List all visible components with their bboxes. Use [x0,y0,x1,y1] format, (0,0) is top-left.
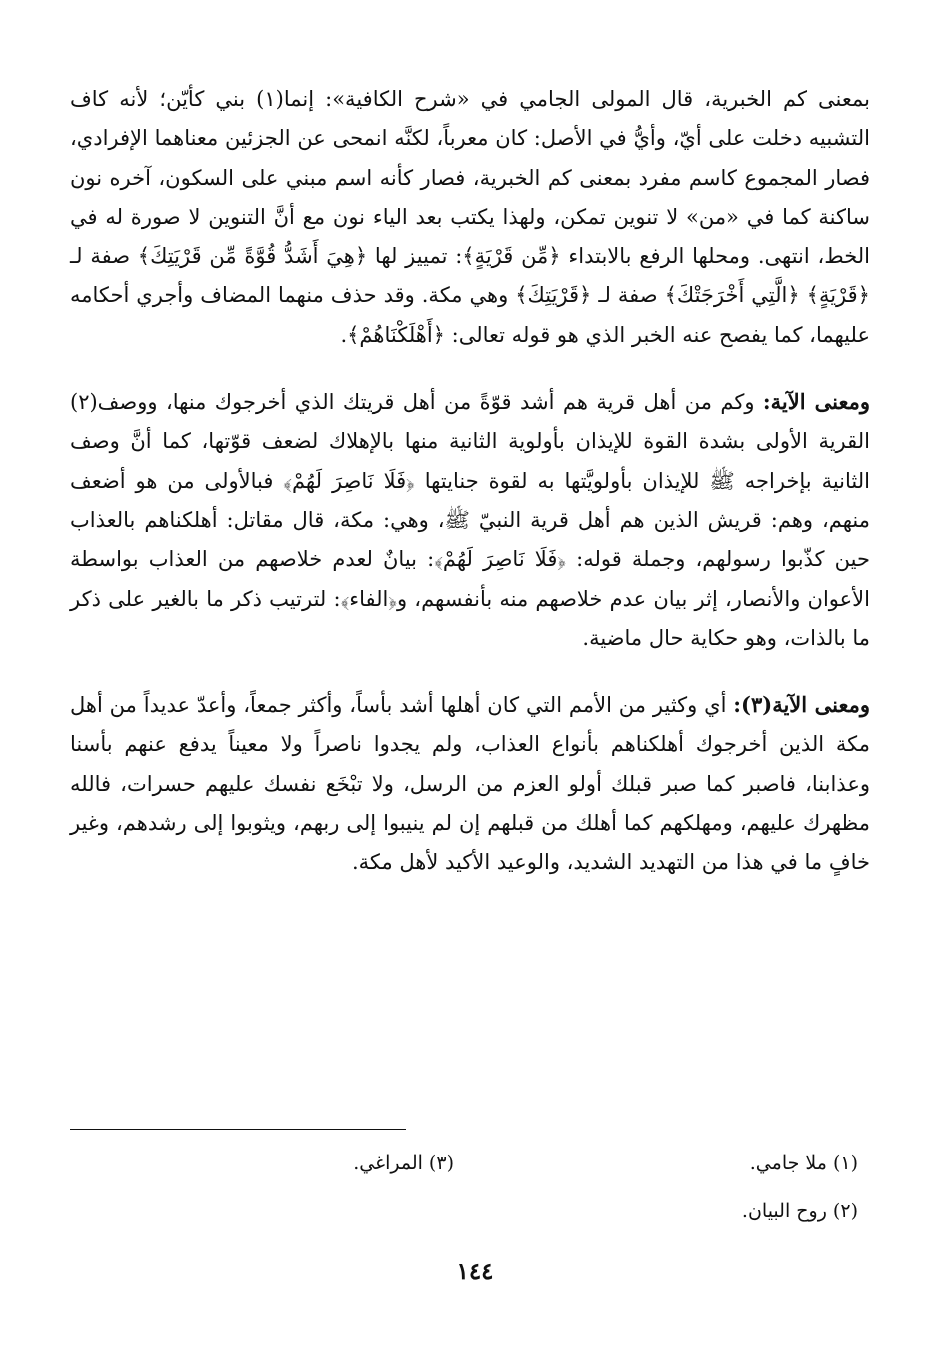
paragraph-3 [70,685,870,882]
page-number: ١٤٤ [456,1258,494,1285]
footnote-3: (٣) المراغي. [353,1152,454,1174]
paragraph-2-lead: ومعنى الآية: [762,389,870,415]
paragraph-2-text: وكم من أهل قرية هم أشد قوّةً من أهل قريتك الذي أخرجوك منها، ووصف(٢) القرية الأولى بشدة القوة للإيذان بأولوية الثانية منها بالإهلاك لضعف قوّتها، كما أنَّ وصف الثانية بإخراجه ﷺ للإيذان بأولويَّتها به لقوة جنايتها ﴿فَلَا نَاصِرَ لَهُمْ﴾ فبالأولى من هو أضعف منهم، وهم: قريش الذين هم أهل قرية النبيّ ﷺ، وهي: مكة، قال مقاتل: أهلكناهم بالعذاب حين كذّبوا رسولهم، وجملة قوله: ﴿فَلَا نَاصِرَ لَهُمْ﴾: بيانٌ لعدم خلاصهم من العذاب بواسطة الأعوان والأنصار، إثر بيان عدم خلاصهم منه بأنفسهم، و﴿الفاء﴾: لترتيب ذكر ما بالغير على ذكر ما بالذات، وهو حكاية حال ماضية. [70,390,870,650]
footnote-divider [70,1129,406,1130]
paragraph-3-text: أي وكثير من الأمم التي كان أهلها أشد بأساً، وأكثر جمعاً، وأعدّ عديداً من أهل مكة الذين أخرجوك أهلكناهم بأنواع العذاب، ولم يجدوا ناصراً ولا معيناً يدفع عنهم بأسنا وعذابنا، فاصبر كما صبر قبلك أولو العزم من الرسل، ولا تبْخَع نفسك عليهم حسرات، فالله مظهرك عليهم، ومهلكهم كما أهلك من قبلهم إن لم ينيبوا إلى ربهم، ويثوبوا إلى رشدهم، وغير خافٍ ما في هذا من التهديد الشديد، والوعيد الأكيد لأهل مكة. [70,693,870,875]
page-body [70,80,870,883]
paragraph-2 [70,382,870,658]
paragraph-1: بمعنى كم الخبرية، قال المولى الجامي في «شرح الكافية»: إنما(١) بني كأيّن؛ لأنه كاف التشبيه دخلت على أيّ، وأيُّ في الأصل: كان معرباً، لكنَّه انمحى عن الجزئين معناهما الإفرادي، فصار المجموع كاسم مفرد بمعنى كم الخبرية، فصار كأنه اسم مبني على السكون، آخره نون ساكنة كما في «من» لا تنوين تمكن، ولهذا يكتب بعد الياء نون مع أنَّ التنوين لا صورة له في الخط، انتهى. ومحلها الرفع بالابتداء ﴿مِّن قَرْيَةٍ﴾: تمييز لها ﴿هِيَ أَشَدُّ قُوَّةً مِّن قَرْيَتِكَ﴾ صفة لـ ﴿قَرْيَةٍ﴾ ﴿الَّتِي أَخْرَجَتْكَ﴾ صفة لـ ﴿قَرْيَتِكَ﴾ وهي مكة. وقد حذف منهما المضاف وأجري أحكامه عليهما، كما يفصح عنه الخبر الذي هو قوله تعالى: ﴿أَهْلَكْنَاهُمْ﴾. [70,87,870,347]
footnote-1: (١) ملا جامي. [749,1152,858,1174]
footnote-2: (٢) روح البيان. [741,1200,858,1222]
paragraph-3-lead: ومعنى الآية(٣): [733,692,870,718]
